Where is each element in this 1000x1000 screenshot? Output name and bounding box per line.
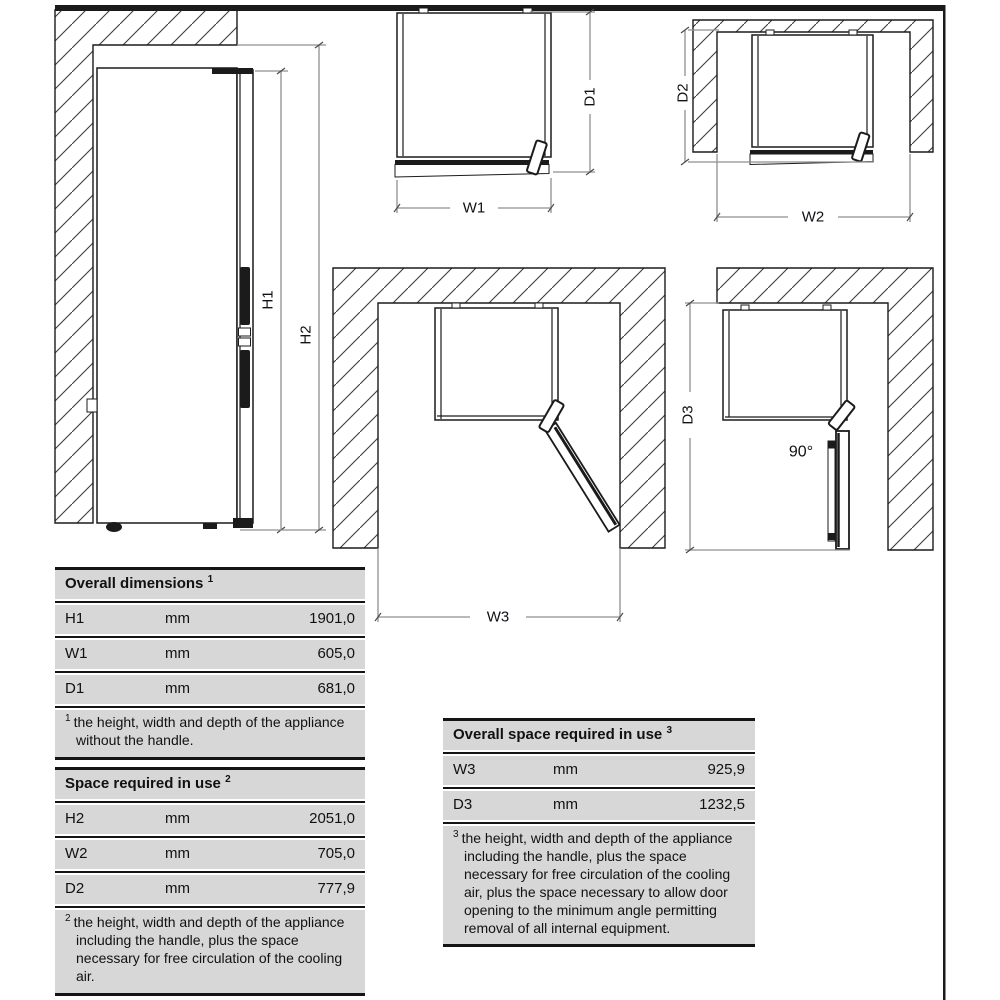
row-unit: mm <box>165 845 190 862</box>
door-handle-lower <box>240 350 250 408</box>
table-row <box>55 840 365 869</box>
row-label: W1 <box>65 645 88 662</box>
top-view-diagram <box>394 8 599 217</box>
row-unit: mm <box>165 680 190 697</box>
row-label: D2 <box>65 880 85 897</box>
row-label: H2 <box>65 810 85 827</box>
hinge-tab <box>535 303 543 308</box>
fridge-top-view <box>750 30 873 165</box>
row-value: 705,0 <box>317 845 355 862</box>
table-row <box>55 640 365 669</box>
table-footnote <box>55 910 365 993</box>
row-value: 2051,0 <box>309 810 355 827</box>
row-label: W3 <box>453 761 476 778</box>
table-title-sup: 2 <box>225 774 231 785</box>
door-open-alcove-diagram <box>333 268 665 626</box>
footnote-sup: 1 <box>65 713 71 725</box>
footnote-text: the height, width and depth of the appliance including the handle, plus the space necessary for free circulation of the cooling air, plus the space necessary to allow door opening to the minimum angle permitting removal of all internal equipment. <box>461 830 733 936</box>
table-footnote <box>55 710 365 757</box>
row-value: 777,9 <box>317 880 355 897</box>
open-door <box>545 423 620 532</box>
right-rule <box>943 5 946 1000</box>
d2-label: D2 <box>674 83 692 103</box>
open-door-90 <box>828 400 855 549</box>
w1-label: W1 <box>462 199 486 217</box>
d3-label: D3 <box>679 405 697 425</box>
row-label: D3 <box>453 796 473 813</box>
table-row <box>55 875 365 904</box>
row-value: 1901,0 <box>309 610 355 627</box>
h1-label: H1 <box>259 290 277 310</box>
overall-space-table <box>443 718 755 947</box>
w2-label: W2 <box>801 208 825 226</box>
rear-roller <box>106 522 122 532</box>
footnote-sup: 2 <box>65 913 71 925</box>
row-unit: mm <box>165 810 190 827</box>
table-title <box>55 570 365 599</box>
footnote-text: the height, width and depth of the appliance including the handle, plus the space necessary for free circulation of the cooling air. <box>73 914 345 984</box>
overall-dimensions-table <box>55 567 365 760</box>
door-angle-label: 90° <box>788 443 814 461</box>
door-90-alcove-diagram <box>680 268 934 553</box>
table-title-text: Space required in use <box>65 775 221 792</box>
fridge-side-view <box>87 68 253 532</box>
table-title <box>443 721 755 750</box>
footnote-sup: 3 <box>453 829 459 841</box>
h1-dimension <box>255 68 288 533</box>
row-label: H1 <box>65 610 85 627</box>
fridge-top-view <box>395 8 551 177</box>
hinge-tab <box>766 30 774 35</box>
table-row <box>443 756 755 785</box>
door-top-view <box>395 165 549 178</box>
row-value: 605,0 <box>317 645 355 662</box>
fridge-top-view <box>723 305 855 549</box>
space-required-table <box>55 767 365 996</box>
row-value: 1232,5 <box>699 796 745 813</box>
front-foot <box>203 523 217 529</box>
hinge-tab <box>849 30 857 35</box>
row-unit: mm <box>165 880 190 897</box>
row-unit: mm <box>553 796 578 813</box>
alcove-top-view-diagram <box>675 20 934 226</box>
hinge-tab <box>419 8 428 13</box>
table-footnote <box>443 826 755 944</box>
table-title-sup: 3 <box>666 725 672 736</box>
fridge-top-view <box>435 303 620 532</box>
w1-dimension <box>394 178 554 217</box>
hinge-tab <box>452 303 460 308</box>
row-label: D1 <box>65 680 85 697</box>
w3-dimension <box>375 548 623 626</box>
door-handle-bar <box>828 441 835 541</box>
d1-label: D1 <box>581 87 599 107</box>
row-label: W2 <box>65 845 88 862</box>
row-unit: mm <box>165 645 190 662</box>
w2-dimension <box>714 154 913 226</box>
table-title-text: Overall space required in use <box>453 726 663 743</box>
row-unit: mm <box>165 610 190 627</box>
footnote-text: the height, width and depth of the appliance without the handle. <box>73 714 345 748</box>
w3-label: W3 <box>486 608 510 626</box>
door-handle-upper <box>240 267 250 325</box>
hinge-tab <box>823 305 831 310</box>
table-title-sup: 1 <box>207 574 214 585</box>
wall-spacer <box>87 399 97 412</box>
table-title <box>55 770 365 799</box>
table-title-text: Overall dimensions <box>65 575 204 592</box>
table-row <box>55 805 365 834</box>
row-value: 681,0 <box>317 680 355 697</box>
table-row <box>55 675 365 704</box>
row-value: 925,9 <box>707 761 745 778</box>
side-view-diagram <box>55 10 326 533</box>
table-row <box>443 791 755 820</box>
h2-label: H2 <box>297 325 315 345</box>
table-row <box>55 605 365 634</box>
hinge-tab <box>741 305 749 310</box>
row-unit: mm <box>553 761 578 778</box>
